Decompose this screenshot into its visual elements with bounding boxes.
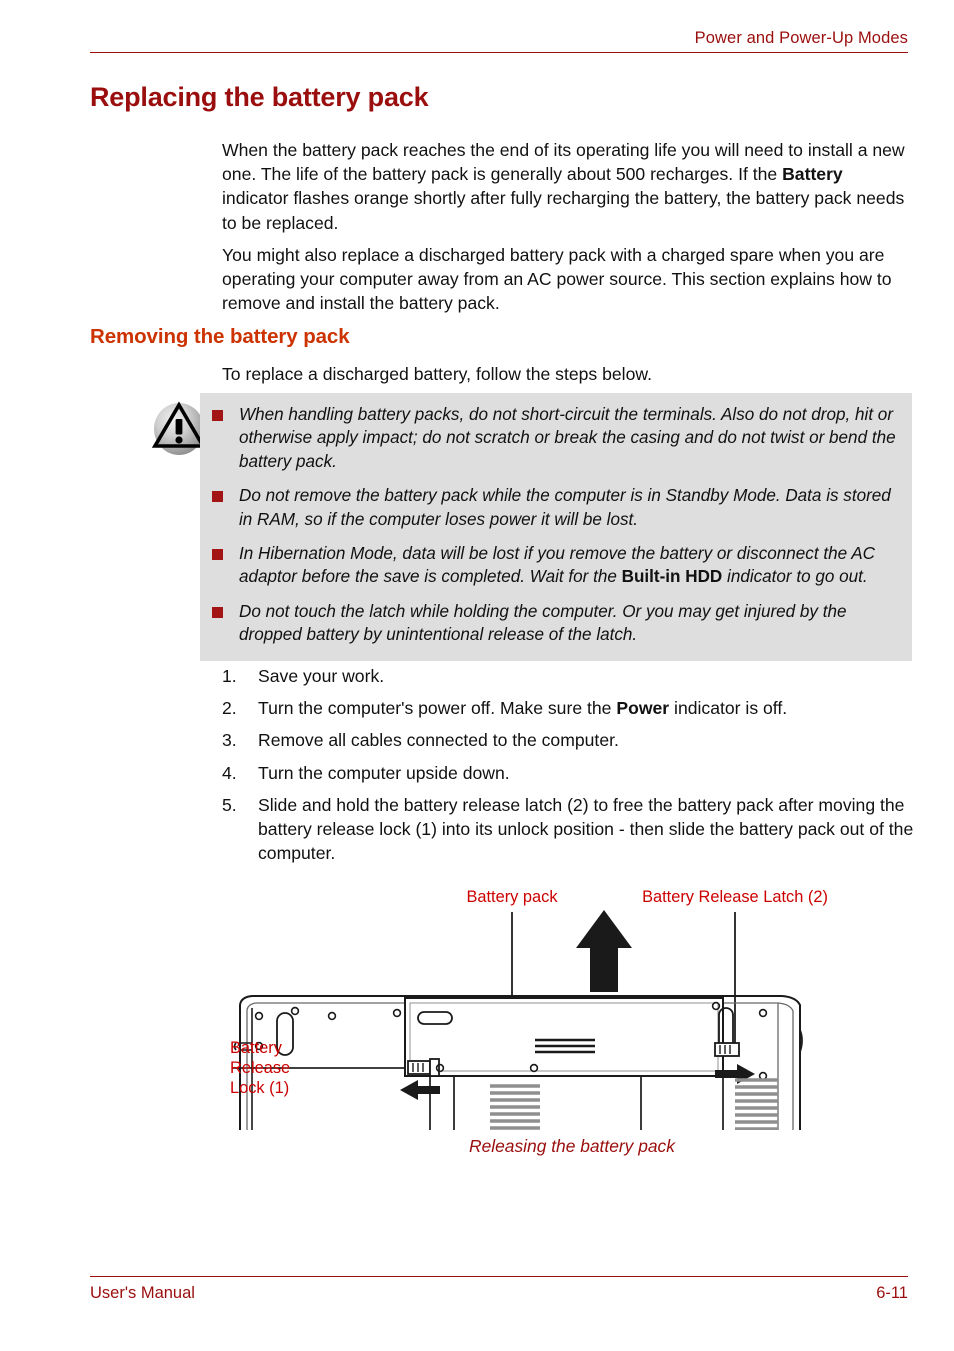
step-number: 2. <box>222 698 237 719</box>
lead-line-text: To replace a discharged battery, follow the steps below. <box>222 364 652 384</box>
left-arrow-icon <box>400 1080 440 1100</box>
list-item <box>222 728 922 752</box>
header-title: Power and Power-Up Modes <box>694 29 908 47</box>
step-number: 4. <box>222 762 237 783</box>
battery-release-lock-slider <box>408 1059 439 1076</box>
intro-section <box>222 138 912 323</box>
step-text <box>258 664 384 688</box>
figure-caption: Releasing the battery pack <box>469 1136 675 1156</box>
list-item <box>222 761 922 785</box>
caution-item <box>210 600 902 647</box>
step-text-part1: Remove all cables connected to the computer. <box>258 730 619 751</box>
vent-slats-right <box>735 1080 778 1129</box>
page-header <box>90 28 908 53</box>
caution-item <box>210 484 902 531</box>
caution-item-text-part1: In Hibernation Mode, data will be lost if you remove the battery or disconnect the AC adaptor before the save is completed. Wait for the <box>239 544 875 587</box>
figure-label-release-latch: Battery Release Latch (2) <box>642 888 828 906</box>
screw-hole <box>394 1010 401 1017</box>
intro-paragraph-2: You might also replace a discharged battery pack with a charged spare when you are operating your computer away from an AC power source. This section explains how to remove and install the battery pack. <box>222 244 892 314</box>
figure-label-battery-pack: Battery pack <box>466 888 558 906</box>
bullet-square-icon <box>212 607 223 618</box>
intro-p1-part2: indicator flashes orange shortly after fully recharging the battery, the battery pack needs to be replaced. <box>222 188 905 233</box>
step-text-part1: Turn the computer upside down. <box>258 762 510 783</box>
step-text-part1: Slide and hold the battery release latch (2) to free the battery pack after moving the battery release lock (1) into its unlock position - then slide the battery pack out of the computer. <box>258 794 914 864</box>
step-number: 1. <box>222 666 237 686</box>
caution-item-text-part1: When handling battery packs, do not short-circuit the terminals. Also do not drop, hit or otherwise apply impact; do not scratch or break the casing and do not twist or bend the battery pack. <box>239 405 896 471</box>
procedure-steps-list <box>222 664 922 873</box>
lower-panel-divider-right <box>641 1076 723 1130</box>
step-number: 3. <box>222 730 237 751</box>
caution-item-text-part1: Do not touch the latch while holding the computer. Or you may get injured by the dropped battery by unintentional release of the latch. <box>239 601 847 645</box>
figure-label-release-lock-line2: Release <box>230 1059 291 1077</box>
caution-item-text <box>239 600 902 647</box>
footer-page-number: 6-11 <box>876 1284 908 1302</box>
screw-hole <box>256 1013 263 1020</box>
bullet-square-icon <box>212 491 223 502</box>
caution-item-text-part1: Do not remove the battery pack while the computer is in Standby Mode. Data is stored in RAM, so if the computer loses power it will be lost. <box>239 486 891 529</box>
caution-item-text-part2: indicator to go out. <box>722 567 868 587</box>
screw-hole <box>292 1008 299 1015</box>
screw-hole <box>329 1013 336 1020</box>
step-text <box>258 793 922 866</box>
caution-item-text-bold: Built-in HDD <box>621 567 723 587</box>
laptop-bottom-diagram <box>222 880 922 1130</box>
figure-label-release-lock-line1: Battery <box>230 1039 282 1057</box>
caution-item <box>210 542 902 589</box>
step-text <box>258 696 787 720</box>
step-text-bold: Power <box>616 698 670 719</box>
bullet-square-icon <box>212 549 223 560</box>
header-divider <box>90 52 908 53</box>
footer-manual-label: User's Manual <box>90 1284 195 1302</box>
bullet-square-icon <box>212 410 223 421</box>
caution-item <box>210 403 902 473</box>
screw-hole <box>760 1010 767 1017</box>
lead-line-section <box>222 362 912 394</box>
list-item <box>222 664 922 688</box>
footer-divider <box>90 1276 908 1277</box>
list-item <box>222 793 922 866</box>
caution-item-text <box>239 403 902 473</box>
step-text-part1: Save your work. <box>258 666 385 686</box>
page-title: Replacing the battery pack <box>90 82 429 112</box>
battery-pack-body <box>405 998 723 1076</box>
figure-label-release-lock-line3: Lock (1) <box>230 1079 290 1097</box>
intro-p1-part1: When the battery pack reaches the end of its operating life you will need to install a new one. The life of the battery pack is generally about 500 recharges. If the <box>222 140 905 185</box>
step-text-part2: indicator is off. <box>669 698 788 719</box>
caution-item-text <box>239 484 902 531</box>
step-text <box>258 728 619 752</box>
section-title-removing: Removing the battery pack <box>90 325 350 348</box>
memory-panel-outline <box>454 1076 641 1130</box>
step-text-part1: Turn the computer's power off. Make sure the <box>258 698 617 719</box>
list-item <box>222 696 922 720</box>
caution-item-text <box>239 542 902 589</box>
step-number: 5. <box>222 794 237 815</box>
caution-text-box <box>200 393 912 661</box>
figure-releasing-battery-pack <box>222 880 922 1170</box>
page-footer <box>90 1276 908 1303</box>
up-arrow-icon <box>576 910 632 992</box>
step-text <box>258 761 510 785</box>
intro-paragraph-1 <box>222 138 912 235</box>
intro-p1-bold: Battery <box>782 164 843 185</box>
vent-slats-center <box>490 1086 540 1128</box>
